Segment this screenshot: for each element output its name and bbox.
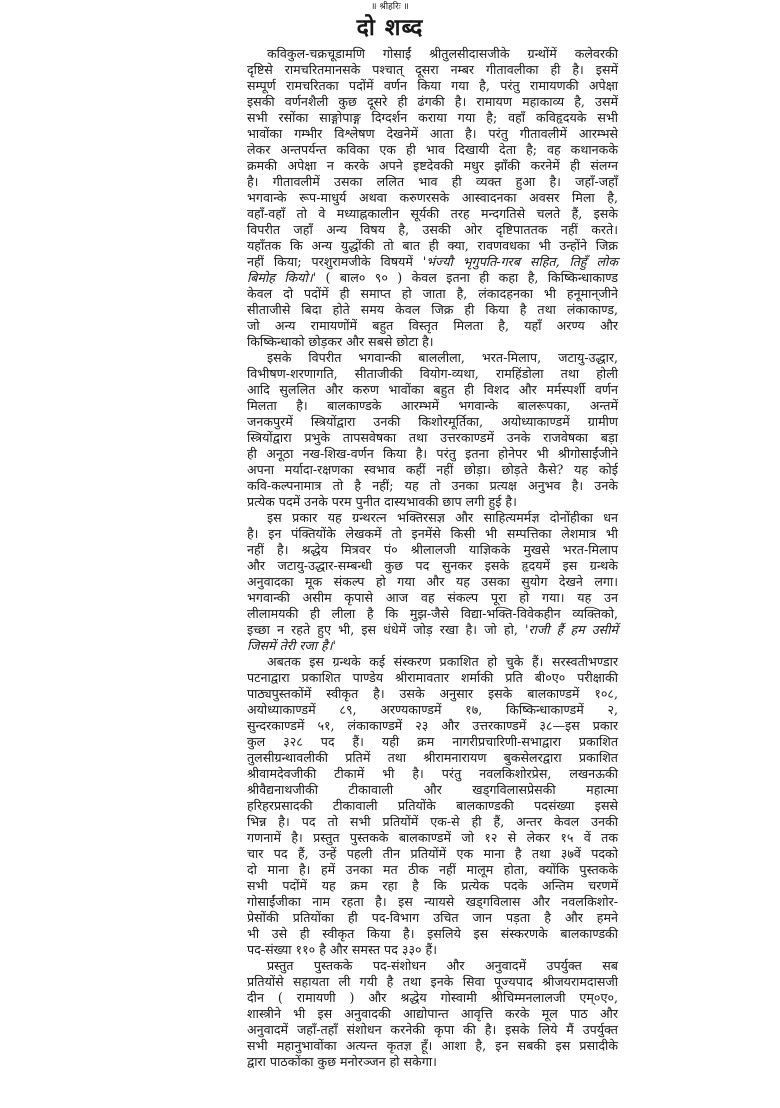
text-segment: नहीं किया; परशुरामजीके विषयमें	[247, 254, 423, 269]
quoted-verse: 'भंज्यौ भृगुपति-गरब सहित, तिहुँ लोक	[422, 254, 618, 269]
text-line: प्रस्तुत पुस्तकके पद-संशोधन और अनुवादमें उपर्युक्त सब	[267, 958, 618, 973]
body-text	[247, 46, 618, 1070]
text-line: प्रत्येक पदमें उनके परम पुनीत दास्यभावकी छाप लगी हुई है।	[247, 494, 517, 509]
paragraph	[247, 46, 618, 350]
text-line: तुलसीग्रन्थावलीकी प्रतिमें तथा श्रीरामनारायण बुकसेलरद्वारा प्रकाशित	[247, 750, 618, 765]
text-line: कवि-कल्पनामात्र तो है नहीं; यह तो उनका प्रत्यक्ष अनुभव है। उनके	[247, 478, 618, 493]
text-line: केवल दो पदोंमें ही समाप्त हो जाता है, लंकादहनका भी हनूमान्‌जीने	[247, 286, 618, 301]
text-line: दृष्टिसे रामचरितमानसके पश्चात् दूसरा नम्बर गीतावलीका ही है। इसमें	[247, 62, 618, 77]
text-line: लेकर अन्तपर्यन्त कविका एक ही भाव दिखायी देता है; वह कथानकके	[247, 142, 618, 157]
text-line: भगवान्की असीम कृपासे आज वह संकल्प पूरा हो गया। यह उन	[247, 590, 618, 605]
text-line: सम्पूर्ण रामचरितका पदोंमें वर्णन किया गया है, परंतु रामायणकी अपेक्षा	[247, 78, 618, 93]
text-line: पटनाद्वारा प्रकाशित पाण्डेय श्रीरामावतार शर्माकी प्रति बी०ए० परीक्षाकी	[247, 670, 618, 685]
text-line: आदि सुललित और करुण भावोंका बहुत ही विशद और मर्मस्पर्शी वर्णन	[247, 382, 618, 397]
text-line: सभी महानुभावोंका अत्यन्त कृतज्ञ हूँ। आशा है, इन सबकी इस प्रसादीके	[247, 1038, 618, 1053]
text-line: भगवान्के रूप-माधुर्य अथवा करुणरसके आस्वादनका अवसर मिला है,	[247, 190, 618, 205]
text-line: कविकुल-चक्रचूडामणि गोसाईं श्रीतुलसीदासजीके ग्रन्थोंमें कलेवरकी	[267, 46, 618, 61]
text-line: और जटायु-उद्धार-सम्बन्धी कुछ पद सुनकर इसके हृदयमें इस ग्रन्थके	[247, 558, 618, 573]
invocation-header: ॥ श्रीहरिः ॥	[371, 2, 409, 12]
text-line	[247, 622, 618, 638]
text-line: प्रेसोंकी प्रतियोंका ही पद-विभाग उचित जान पड़ता है और हमने	[247, 910, 618, 925]
text-line: भिन्न है। पद तो सभी प्रतियोंमें एक-से ही हैं, अन्तर केवल उनकी	[247, 814, 618, 829]
text-line	[247, 270, 618, 286]
text-line: विपरीत जहाँ अन्य विषय है, उसकी ओर दृष्टिपाततक नहीं करते।	[247, 222, 618, 237]
text-line: पद-संख्या ११० है और समस्त पद ३३० हैं।	[247, 942, 438, 957]
text-line	[247, 638, 618, 654]
text-line: इस प्रकार यह ग्रन्थरत्न भक्तिरसज्ञ और साहित्यमर्मज्ञ दोनोंहीका धन	[267, 510, 618, 525]
text-line: द्वारा पाठकोंका कुछ मनोरञ्जन हो सकेगा।	[247, 1054, 437, 1069]
text-line: अनुवादका मूक संकल्प हो गया और यह उसका सुयोग देखने लगा।	[247, 574, 618, 589]
text-line: सभी रसोंका साङ्गोपाङ्ग दिग्दर्शन कराया गया है; वहाँ कविहृदयके सभी	[247, 110, 618, 125]
text-line: ही अनूठा नख-शिख-वर्णन किया है। परंतु इतना होनेपर भी श्रीगोसाईंजीने	[247, 446, 618, 461]
text-segment: ( बाल० ९० ) केवल इतना ही कहा है, किष्किन्धाकाण्ड	[316, 270, 619, 285]
text-line: भावोंका गम्भीर विश्लेषण देखनेमें आता है। परंतु गीतावलीमें आरम्भसे	[247, 126, 618, 141]
text-line: श्रीवैद्यनाथजीकी टीकावाली और खड्गविलासप्रेसकी महात्मा	[247, 782, 618, 797]
text-line: वहाँ-वहाँ तो वे मध्याह्नकालीन सूर्यकी तरह मन्दगतिसे चलते हैं, इसके	[247, 206, 618, 221]
text-line: अपना मर्यादा-रक्षणका स्वभाव कहीं नहीं छोड़ा। छोड़ते कैसे? यह कोई	[247, 462, 618, 477]
text-line: चार पद हैं, उन्हें पहली तीन प्रतियोंमें एक माना है तथा ३७वें पदको	[247, 846, 618, 861]
text-line: मिलता है। बालकाण्डके आरम्भमें भगवान्के बालरूपका, अन्तमें	[247, 398, 618, 413]
quoted-verse: 'राजी हैं हम उसीमें	[525, 622, 618, 637]
text-line: अयोध्याकाण्डमें ८९, अरण्यकाण्डमें १७, किष्किन्धाकाण्डमें २,	[247, 702, 618, 717]
text-line: है। इन पंक्तियोंके लेखकमें तो इनमेंसे किसी भी सम्पत्तिका लेशमात्र भी	[247, 526, 618, 541]
text-line: सीताजीसे बिदा होते समय केवल जिक्र ही किया है तथा लंकाकाण्ड,	[247, 302, 618, 317]
paragraph	[247, 510, 618, 654]
text-line: क्रमकी अपेक्षा न करके अपने इष्टदेवकी मधुर झाँकी करनेमें ही संलग्न	[247, 158, 618, 173]
text-line: दीन ( रामायणी ) और श्रद्धेय गोस्वामी श्रीचिम्मनलालजी एम्०ए०,	[247, 990, 618, 1005]
text-line: जो अन्य रामायणोंमें बहुत विस्तृत मिलता है, यहाँ अरण्य और	[247, 318, 618, 333]
text-line: जनकपुरमें स्त्रियोंद्वारा उनकी किशोरमूर्तिका, अयोध्याकाण्डमें ग्रामीण	[247, 414, 618, 429]
text-line: स्त्रियोंद्वारा प्रभुके तापसवेषका तथा उत्तरकाण्डमें उनके राजवेषका बड़ा	[247, 430, 618, 445]
text-line	[247, 254, 618, 270]
text-line: हरिहरप्रसादकी टीकावाली प्रतियोंके बालकाण्डकी पदसंख्या इससे	[247, 798, 618, 813]
text-line: दो माना है। हमें उनका मत ठीक नहीं मालूम होता, क्योंकि पुस्तकके	[247, 862, 618, 877]
text-line: इसकी वर्णनशैली कुछ दूसरे ही ढंगकी है। रामायण महाकाव्य है, उसमें	[247, 94, 618, 109]
text-line: सुन्दरकाण्डमें ५१, लंकाकाण्डमें २३ और उत्तरकाण्डमें ३८—इस प्रकार	[247, 718, 618, 733]
text-line: विभीषण-शरणागति, सीताजीकी वियोग-व्यथा, रामहिंडोला तथा होली	[247, 366, 618, 381]
paragraph	[247, 958, 618, 1070]
quoted-verse: जिसमें तेरी रजा है।'	[247, 638, 336, 653]
text-line: लीलामयकी ही लीला है कि मुझ-जैसे विद्या-भक्ति-विवेकहीन व्यक्तिको,	[247, 606, 618, 621]
paragraph	[247, 654, 618, 958]
text-line: भी उसे ही स्वीकृत किया है। इसलिये इस संस्करणके बालकाण्डकी	[247, 926, 618, 941]
text-line: इसके विपरीत भगवान्की बाललीला, भरत-मिलाप, जटायु-उद्धार,	[267, 350, 618, 365]
text-line: गोसाईंजीका नाम रहता है। इस न्यायसे खड्गविलास और नवलकिशोर-	[247, 894, 618, 909]
text-line: श्रीवामदेवजीकी टीकामें भी है। परंतु नवलकिशोरप्रेस, लखनऊकी	[247, 766, 618, 781]
text-line: नहीं है। श्रद्धेय मित्रवर पं० श्रीलालजी याज्ञिकके मुखसे भरत-मिलाप	[247, 542, 618, 557]
text-line: अनुवादमें जहाँ-तहाँ संशोधन करनेकी कृपा की है। इसके लिये मैं उपर्युक्त	[247, 1022, 618, 1037]
text-line: यहाँतक कि अन्य युद्धोंकी तो बात ही क्या, रावणवधका भी उन्होंने जिक्र	[247, 238, 618, 253]
text-line: शास्त्रीने भी इस अनुवादकी आद्योपान्त आवृत्ति करके मूल पाठ और	[247, 1006, 618, 1021]
text-line: प्रतियोंसे सहायता ली गयी है तथा इनके सिवा पूज्यपाद श्रीजयरामदासजी	[247, 974, 618, 989]
text-line: अबतक इस ग्रन्थके कई संस्करण प्रकाशित हो चुके हैं। सरस्वतीभण्डार	[267, 654, 618, 669]
text-line: कुल ३२८ पद हैं। यही क्रम नागरीप्रचारिणी-सभाद्वारा प्रकाशित	[247, 734, 618, 749]
text-segment: इच्छा न रहते हुए भी, इस धंधेमें जोड़ रखा है। जो हो,	[247, 622, 526, 637]
text-line: सभी पदोंमें यह क्रम रहा है कि प्रत्येक पदके अन्तिम चरणमें	[247, 878, 618, 893]
text-line: गणनामें है। प्रस्तुत पुस्तकके बालकाण्डमें जो १२ से लेकर १५ वें तक	[247, 830, 618, 845]
text-line: है। गीतावलीमें उसका ललित भाव ही व्यक्त हुआ है। जहाँ-जहाँ	[247, 174, 618, 189]
page-title: दो शब्द	[356, 14, 424, 41]
paragraph	[247, 350, 618, 510]
quoted-verse: बिमोह कियो।'	[247, 270, 317, 285]
text-line: किष्किन्धाको छोड़कर और सबसे छोटा है।	[247, 334, 434, 349]
text-line: पाठ्यपुस्तकोंमें स्वीकृत है। उसके अनुसार इसके बालकाण्डमें १०८,	[247, 686, 618, 701]
